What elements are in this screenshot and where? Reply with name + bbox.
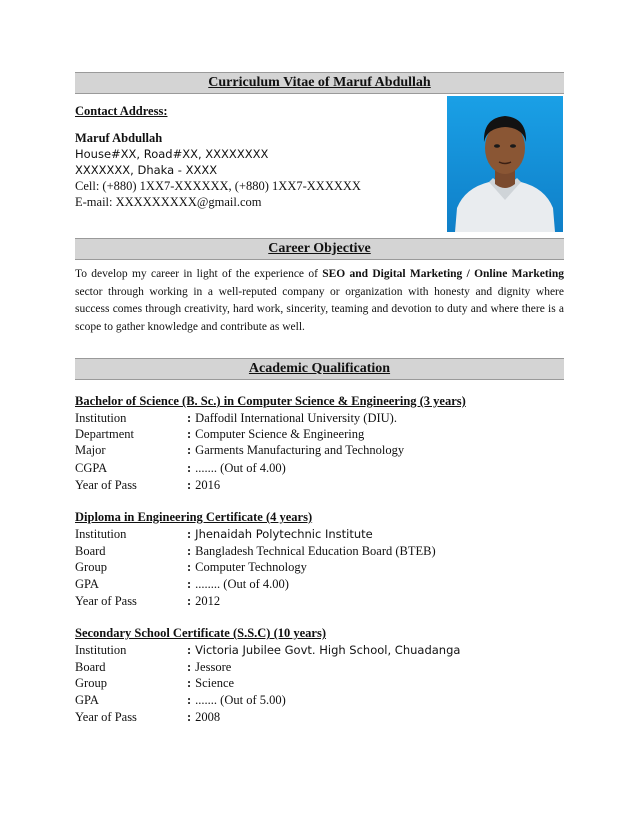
row-value: 2008 xyxy=(195,710,221,724)
row-separator: : xyxy=(187,411,192,425)
career-objective-text xyxy=(75,266,564,336)
contact-address-line-2: XXXXXXX, Dhaka - XXXX xyxy=(75,163,218,177)
row-label: Group xyxy=(75,676,107,690)
row-label: Major xyxy=(75,443,106,457)
bsc-row-department xyxy=(75,426,564,442)
degree-title-ssc: Secondary School Certificate (S.S.C) (10 years) xyxy=(75,626,326,640)
academic-qualification-heading: Academic Qualification xyxy=(248,361,391,376)
contact-address-line-1: House#XX, Road#XX, XXXXXXXX xyxy=(75,147,269,161)
row-label: Institution xyxy=(75,411,127,425)
row-separator: : xyxy=(187,577,192,591)
row-value: Garments Manufacturing and Technology xyxy=(195,443,405,457)
row-label: Department xyxy=(75,427,135,441)
row-separator: : xyxy=(187,660,192,674)
row-label: CGPA xyxy=(75,461,108,475)
contact-email: E-mail: XXXXXXXXX@gmail.com xyxy=(75,195,262,209)
bsc-row-year xyxy=(75,477,564,493)
ssc-row-board xyxy=(75,659,564,675)
row-label: GPA xyxy=(75,693,99,707)
row-value: ....... (Out of 5.00) xyxy=(195,693,286,707)
row-separator: : xyxy=(187,693,192,707)
row-separator: : xyxy=(187,643,192,657)
row-separator: : xyxy=(187,443,192,457)
row-separator: : xyxy=(187,594,192,608)
career-text-part-2: sector through working in a well-reputed company or organization with honesty and dignity where success comes through creativity, hard work, sincerity, teaming and devotion to duty and where there is a scope to gather knowledge and contribute as well. xyxy=(75,285,564,333)
row-label: GPA xyxy=(75,577,99,591)
career-objective-heading: Career Objective xyxy=(268,241,371,256)
row-value: Victoria Jubilee Govt. High School, Chuadanga xyxy=(195,643,461,657)
bsc-row-institution xyxy=(75,410,564,426)
academic-qualification-bar xyxy=(75,358,564,380)
row-value: Computer Science & Engineering xyxy=(195,427,365,441)
career-objective-bar xyxy=(75,238,564,260)
row-label: Year of Pass xyxy=(75,594,137,608)
row-value: Science xyxy=(195,676,235,690)
cv-title-bar xyxy=(75,72,564,94)
ssc-row-group xyxy=(75,675,564,691)
contact-name: Maruf Abdullah xyxy=(75,131,163,145)
degree-title-diploma: Diploma in Engineering Certificate (4 years) xyxy=(75,510,313,524)
row-value: 2016 xyxy=(195,478,221,492)
diploma-row-year xyxy=(75,593,564,609)
diploma-row-institution xyxy=(75,526,564,542)
row-value: Jessore xyxy=(195,660,232,674)
diploma-row-gpa xyxy=(75,576,564,592)
row-value: Daffodil International University (DIU). xyxy=(195,411,397,425)
row-value: ........ (Out of 4.00) xyxy=(195,577,289,591)
row-separator: : xyxy=(187,676,192,690)
row-separator: : xyxy=(187,478,192,492)
contact-cell: Cell: (+880) 1XX7-XXXXXX, (+880) 1XX7-XXXXXX xyxy=(75,179,361,193)
row-label: Year of Pass xyxy=(75,478,137,492)
row-separator: : xyxy=(187,710,192,724)
diploma-row-group xyxy=(75,559,564,575)
row-label: Institution xyxy=(75,527,127,541)
career-text-part-1: To develop my career in light of the experience of xyxy=(75,268,323,280)
row-separator: : xyxy=(187,427,192,441)
row-label: Year of Pass xyxy=(75,710,137,724)
degree-title-bsc: Bachelor of Science (B. Sc.) in Computer Science & Engineering (3 years) xyxy=(75,394,466,408)
ssc-row-gpa xyxy=(75,692,564,708)
row-separator: : xyxy=(187,461,192,475)
row-separator: : xyxy=(187,544,192,558)
row-separator: : xyxy=(187,560,192,574)
row-separator: : xyxy=(187,527,192,541)
row-value: Bangladesh Technical Education Board (BTEB) xyxy=(195,544,436,558)
diploma-row-board xyxy=(75,543,564,559)
contact-heading: Contact Address: xyxy=(75,104,168,118)
row-label: Board xyxy=(75,544,106,558)
bsc-row-major xyxy=(75,442,564,458)
row-value: 2012 xyxy=(195,594,221,608)
cv-title: Curriculum Vitae of Maruf Abdullah xyxy=(208,75,431,90)
profile-photo xyxy=(447,96,563,232)
ssc-row-year xyxy=(75,709,564,725)
bsc-row-cgpa xyxy=(75,460,564,476)
row-value: Jhenaidah Polytechnic Institute xyxy=(195,527,373,541)
row-label: Board xyxy=(75,660,106,674)
ssc-row-institution xyxy=(75,642,564,658)
career-text-highlight: SEO and Digital Marketing / Online Marketing xyxy=(322,268,564,280)
row-value: Computer Technology xyxy=(195,560,307,574)
row-label: Institution xyxy=(75,643,127,657)
row-label: Group xyxy=(75,560,107,574)
row-value: ....... (Out of 4.00) xyxy=(195,461,286,475)
